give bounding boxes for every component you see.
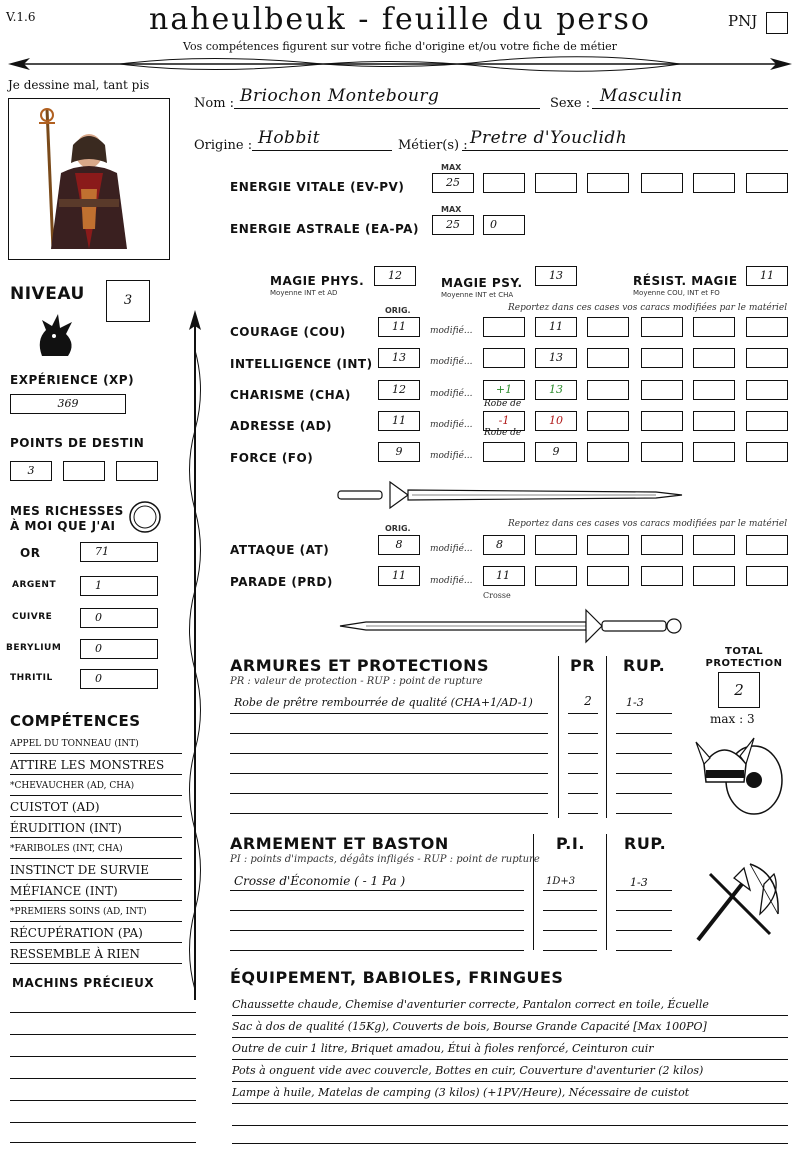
carac-extra-box[interactable] (641, 442, 683, 462)
sheet-title: naheulbeuk - feuille du perso (149, 2, 651, 37)
arme-row-line[interactable] (543, 890, 597, 891)
arme-row-line[interactable] (230, 930, 524, 931)
armure-row-line[interactable] (616, 793, 672, 794)
armure-row-line[interactable] (230, 773, 548, 774)
carac-extra-box[interactable] (587, 317, 629, 337)
ev-box-5[interactable] (693, 173, 735, 193)
equipement-title: ÉQUIPEMENT, BABIOLES, FRINGUES (230, 968, 564, 987)
carac-mod-fo[interactable] (483, 442, 525, 462)
ea-label: ENERGIE ASTRALE (EA-PA) (230, 222, 419, 236)
machins-line[interactable] (10, 1100, 196, 1101)
armure-row-line[interactable] (230, 753, 548, 754)
carac-extra-box[interactable] (587, 380, 629, 400)
destin-box-3[interactable] (116, 461, 158, 481)
carac-extra-box[interactable] (746, 411, 788, 431)
carac-orig-cou[interactable]: 11 (378, 317, 420, 337)
carac-orig-ad[interactable]: 11 (378, 411, 420, 431)
version-label: V.1.6 (6, 10, 36, 24)
sexe-label: Sexe : (550, 96, 591, 111)
destin-box-1[interactable]: 3 (10, 461, 52, 481)
carac-orig-int[interactable]: 13 (378, 348, 420, 368)
carac-extra-box[interactable] (746, 380, 788, 400)
sheet-subtitle: Vos compétences figurent sur votre fiche d'origine et/ou votre fiche de métier (183, 40, 617, 53)
destin-label: POINTS DE DESTIN (10, 436, 145, 450)
combat-note: Reportez dans ces cases vos caracs modifiées par le matériel (508, 519, 788, 529)
carac-extra-box[interactable] (587, 442, 629, 462)
ev-max-box[interactable]: 25 (432, 173, 474, 193)
money-box-cuivre[interactable]: 0 (80, 608, 158, 628)
machins-line[interactable] (10, 1034, 196, 1035)
money-label-thritil: THRITIL (10, 673, 53, 683)
character-portrait-icon (9, 99, 169, 259)
carac-orig-fo[interactable]: 9 (378, 442, 420, 462)
magie-psy-box[interactable]: 13 (535, 266, 577, 286)
armure-row-line[interactable] (568, 733, 598, 734)
carac-modif-cou: modifié... (430, 326, 473, 336)
carac-orig-cha[interactable]: 12 (378, 380, 420, 400)
competence-item: *PREMIERS SOINS (AD, INT) (10, 902, 182, 922)
competence-item: APPEL DU TONNEAU (INT) (10, 734, 182, 754)
carac-source-cha: Robe de (484, 399, 522, 409)
combat-extra-box[interactable] (641, 535, 683, 555)
armures-note: PR : valeur de protection - RUP : point de rupture (230, 676, 483, 687)
armure-row-line[interactable] (616, 733, 672, 734)
carac-mod-int[interactable] (483, 348, 525, 368)
coin-icon (128, 500, 162, 534)
machins-line[interactable] (10, 1056, 196, 1057)
resist-magie-note: Moyenne COU, INT et FO (633, 289, 720, 297)
magie-phys-label: MAGIE PHYS. (270, 274, 365, 288)
armure-row-line[interactable] (616, 753, 672, 754)
combat-extra-box[interactable] (587, 566, 629, 586)
equipement-line[interactable]: Lampe à huile, Matelas de camping (3 kilos) (+1PV/Heure), Nécessaire de cuistot (232, 1082, 788, 1104)
carac-modif-fo: modifié... (430, 451, 473, 461)
armures-divider (606, 656, 607, 818)
ev-box-4[interactable] (641, 173, 683, 193)
armure-row-line[interactable] (616, 813, 672, 814)
niveau-label: NIVEAU (10, 284, 85, 304)
combat-extra-box[interactable] (641, 566, 683, 586)
ev-max-label: MAX (441, 163, 462, 172)
sexe-underline (592, 108, 788, 109)
armement-divider (533, 834, 534, 950)
competence-item: RESSEMBLE À RIEN (10, 944, 182, 964)
portrait-frame (8, 98, 170, 260)
carac-extra-box[interactable] (693, 317, 735, 337)
money-label-or: OR (20, 546, 41, 560)
nom-underline (234, 108, 540, 109)
carac-extra-box[interactable] (693, 348, 735, 368)
combat-extra-box[interactable] (746, 566, 788, 586)
metier-label: Métier(s) : (398, 138, 468, 153)
arme-item-rup[interactable]: 1-3 (630, 876, 648, 889)
machins-line[interactable] (10, 1142, 196, 1143)
metier-field[interactable]: Pretre d'Youclidh (470, 128, 628, 148)
max-protection-label: max : 3 (710, 712, 755, 726)
magie-psy-note: Moyenne INT et CHA (441, 291, 514, 299)
armure-row-line[interactable] (616, 773, 672, 774)
money-label-berylium: BERYLIUM (6, 643, 62, 653)
combat-extra-box[interactable] (746, 535, 788, 555)
xp-box[interactable]: 369 (10, 394, 126, 414)
carac-modif-ad: modifié... (430, 420, 473, 430)
sword-icon (336, 606, 686, 646)
ev-box-6[interactable] (746, 173, 788, 193)
total-protection-box[interactable]: 2 (718, 672, 760, 708)
competence-item: RÉCUPÉRATION (PA) (10, 923, 182, 943)
origine-label: Origine : (194, 138, 253, 153)
ea-max-box[interactable]: 25 (432, 215, 474, 235)
money-label-cuivre: CUIVRE (12, 612, 53, 622)
dragon-icon (32, 306, 82, 362)
carac-result-int[interactable]: 13 (535, 348, 577, 368)
armure-item-rup[interactable]: 1-3 (626, 696, 644, 709)
carac-result-ad[interactable]: 10 (535, 411, 577, 431)
arme-row-line[interactable] (543, 910, 597, 911)
competence-item: CUISTOT (AD) (10, 797, 182, 817)
armures-title: ARMURES ET PROTECTIONS (230, 656, 489, 675)
armure-item-pr[interactable]: 2 (584, 694, 592, 708)
carac-label-cou: COURAGE (COU) (230, 325, 346, 339)
carac-mod-ad[interactable]: -1 (483, 411, 525, 431)
competence-item: *CHEVAUCHER (AD, CHA) (10, 776, 182, 796)
equipement-line[interactable]: Chaussette chaude, Chemise d'aventurier correcte, Pantalon correct en toile, Écuelle (232, 994, 788, 1016)
nom-label: Nom : (194, 96, 235, 111)
combat-label-at: ATTAQUE (AT) (230, 543, 330, 557)
carac-extra-box[interactable] (641, 317, 683, 337)
competence-item: ATTIRE LES MONSTRES (10, 755, 182, 775)
header-arrow-decoration (0, 52, 800, 76)
money-box-thritil[interactable]: 0 (80, 669, 158, 689)
machins-line[interactable] (10, 1078, 196, 1079)
ea-current-box[interactable]: 0 (483, 215, 525, 235)
carac-mod-cha[interactable]: +1 (483, 380, 525, 400)
armure-row-line[interactable] (568, 713, 598, 714)
armures-col-rup: RUP. (623, 656, 666, 675)
armement-divider (606, 834, 607, 950)
competence-item: ÉRUDITION (INT) (10, 818, 182, 838)
arme-row-line[interactable] (230, 910, 524, 911)
carac-extra-box[interactable] (693, 380, 735, 400)
resist-magie-box[interactable]: 11 (746, 266, 788, 286)
carac-extra-box[interactable] (587, 348, 629, 368)
carac-extra-box[interactable] (587, 411, 629, 431)
armure-row-line[interactable] (568, 753, 598, 754)
magie-phys-note: Moyenne INT et AD (270, 289, 338, 297)
pnj-label: PNJ (728, 12, 758, 30)
total-protection-label: TOTAL PROTECTION (705, 646, 783, 669)
money-box-or[interactable]: 71 (80, 542, 158, 562)
nom-field[interactable]: Briochon Montebourg (240, 86, 440, 106)
competence-item: MÉFIANCE (INT) (10, 881, 182, 901)
machins-title: MACHINS PRÉCIEUX (12, 976, 155, 990)
ev-box-1[interactable] (483, 173, 525, 193)
carac-result-fo[interactable]: 9 (535, 442, 577, 462)
carac-extra-box[interactable] (693, 411, 735, 431)
destin-box-2[interactable] (63, 461, 105, 481)
combat-source-prd: Crosse (483, 591, 511, 600)
money-label-argent: ARGENT (12, 580, 57, 590)
niveau-box[interactable]: 3 (106, 280, 150, 322)
armure-row-line[interactable] (230, 793, 548, 794)
armure-row-line[interactable] (568, 793, 598, 794)
armement-col-rup: RUP. (624, 834, 667, 853)
combat-label-prd: PARADE (PRD) (230, 575, 333, 589)
armures-divider (558, 656, 559, 818)
carac-label-cha: CHARISME (CHA) (230, 388, 351, 402)
armure-item-name[interactable]: Robe de prêtre rembourrée de qualité (CHA+1/AD-1) (234, 696, 533, 709)
origine-underline (252, 150, 392, 151)
ev-label: ENERGIE VITALE (EV-PV) (230, 180, 405, 194)
carac-result-cha[interactable]: 13 (535, 380, 577, 400)
competence-item: INSTINCT DE SURVIE (10, 860, 182, 880)
carac-mod-cou[interactable] (483, 317, 525, 337)
sexe-field[interactable]: Masculin (600, 86, 683, 106)
carac-extra-box[interactable] (746, 317, 788, 337)
competences-title: COMPÉTENCES (10, 712, 141, 730)
armement-title: ARMEMENT ET BASTON (230, 834, 449, 853)
arme-row-line[interactable] (616, 950, 672, 951)
ea-max-label: MAX (441, 205, 462, 214)
arme-item-pi[interactable]: 1D+3 (546, 876, 576, 887)
armure-row-line[interactable] (568, 813, 598, 814)
equipement-line[interactable] (232, 1104, 788, 1126)
armure-row-line[interactable] (230, 733, 548, 734)
arme-row-line[interactable] (230, 950, 524, 951)
magie-phys-box[interactable]: 12 (374, 266, 416, 286)
combat-extra-box[interactable] (535, 566, 577, 586)
equipement-line[interactable]: Sac à dos de qualité (15Kg), Couverts de bois, Bourse Grande Capacité [Max 100PO] (232, 1016, 788, 1038)
carac-result-cou[interactable]: 11 (535, 317, 577, 337)
resist-magie-label: RÉSIST. MAGIE (633, 274, 738, 288)
carac-extra-box[interactable] (641, 348, 683, 368)
staff-decoration (180, 310, 210, 1000)
combat-extra-box[interactable] (693, 566, 735, 586)
combat-extra-box[interactable] (693, 535, 735, 555)
arme-row-line[interactable] (543, 950, 597, 951)
caracs-note: Reportez dans ces cases vos caracs modifiées par le matériel (508, 303, 788, 313)
carac-extra-box[interactable] (746, 348, 788, 368)
ev-box-3[interactable] (587, 173, 629, 193)
arme-item-name[interactable]: Crosse d'Économie ( - 1 Pa ) (234, 874, 406, 888)
combat-extra-box[interactable] (587, 535, 629, 555)
carac-label-ad: ADRESSE (AD) (230, 419, 333, 433)
combat-orig-label: ORIG. (385, 524, 411, 533)
arme-row-line[interactable] (616, 890, 672, 891)
combat-modif-prd: modifié... (430, 576, 473, 586)
pnj-checkbox[interactable] (766, 12, 788, 34)
carac-source-ad: Robe de (484, 428, 522, 438)
carac-modif-int: modifié... (430, 357, 473, 367)
carac-modif-cha: modifié... (430, 389, 473, 399)
machins-line[interactable] (10, 1012, 196, 1013)
combat-orig-at[interactable]: 8 (378, 535, 420, 555)
xp-label: EXPÉRIENCE (XP) (10, 373, 135, 387)
combat-result-prd[interactable]: 11 (483, 566, 525, 586)
portrait-caption: Je dessine mal, tant pis (8, 78, 150, 92)
arme-row-line[interactable] (543, 930, 597, 931)
carac-label-int: INTELLIGENCE (INT) (230, 357, 373, 371)
carac-extra-box[interactable] (693, 442, 735, 462)
combat-result-at[interactable]: 8 (483, 535, 525, 555)
armement-note: PI : points d'impacts, dégâts infligés - RUP : point de rupture (230, 854, 540, 865)
carac-extra-box[interactable] (641, 411, 683, 431)
combat-extra-box[interactable] (535, 535, 577, 555)
equipement-line[interactable]: Outre de cuir 1 litre, Briquet amadou, Étui à fioles renforcé, Ceinturon cuir (232, 1038, 788, 1060)
combat-orig-prd[interactable]: 11 (378, 566, 420, 586)
weapons-icon (690, 854, 786, 944)
origine-field[interactable]: Hobbit (258, 128, 321, 148)
money-box-berylium[interactable]: 0 (80, 639, 158, 659)
helmet-shield-icon (694, 724, 788, 820)
carac-extra-box[interactable] (746, 442, 788, 462)
armures-col-pr: PR (570, 656, 596, 675)
ev-box-2[interactable] (535, 173, 577, 193)
combat-modif-at: modifié... (430, 544, 473, 554)
money-box-argent[interactable]: 1 (80, 576, 158, 596)
armure-row-line[interactable] (616, 713, 672, 714)
arme-row-line[interactable] (230, 890, 524, 891)
equipement-line[interactable]: Pots à onguent vide avec couvercle, Bottes en cuir, Couverture d'aventurier (2 kilos) (232, 1060, 788, 1082)
arme-row-line[interactable] (616, 930, 672, 931)
machins-line[interactable] (10, 1122, 196, 1123)
carac-label-fo: FORCE (FO) (230, 451, 314, 465)
armure-row-line[interactable] (230, 813, 548, 814)
metier-underline (462, 150, 788, 151)
competence-item: *FARIBOLES (INT, CHA) (10, 839, 182, 859)
equipement-line[interactable] (232, 1124, 788, 1144)
magie-psy-label: MAGIE PSY. (441, 276, 523, 290)
sword-icon (336, 478, 686, 512)
caracs-orig-label: ORIG. (385, 306, 411, 315)
carac-extra-box[interactable] (641, 380, 683, 400)
armure-row-line[interactable] (568, 773, 598, 774)
richesses-label-1: MES RICHESSES (10, 504, 124, 518)
richesses-label-2: À MOI QUE J'AI (10, 519, 116, 533)
arme-row-line[interactable] (616, 910, 672, 911)
armement-col-pi: P.I. (556, 834, 585, 853)
armure-row-line[interactable] (230, 713, 548, 714)
